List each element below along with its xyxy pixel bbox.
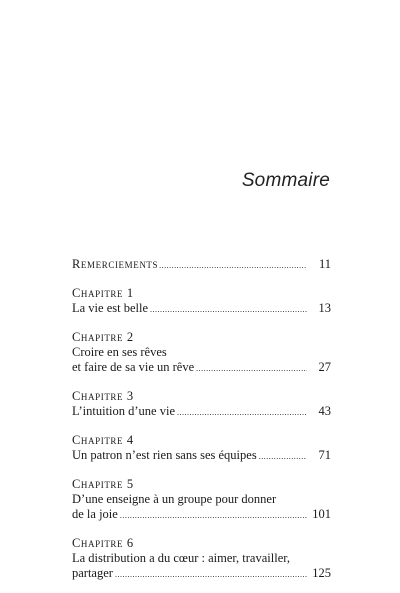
dot-leader (177, 404, 307, 420)
chapter-label: Chapitre 2 (72, 330, 134, 344)
page-number: 101 (312, 507, 331, 521)
toc-entry-chapitre-2[interactable] (72, 330, 331, 376)
chapter-title-line: La distribution a du cœur : aimer, travailler, (72, 551, 291, 565)
page-number: 71 (318, 448, 331, 462)
chapter-title-line: Croire en ses rêves (72, 345, 167, 359)
chapter-title-line: L’intuition d’une vie (72, 404, 175, 418)
page-number: 125 (312, 566, 331, 580)
chapter-label: Chapitre 4 (72, 433, 134, 447)
page-number: 13 (318, 301, 331, 315)
toc-entry-chapitre-5[interactable] (72, 477, 331, 523)
toc-entry-chapitre-3[interactable] (72, 389, 331, 420)
chapter-title-line: de la joie (72, 507, 118, 521)
dot-leader (115, 566, 307, 582)
page-number: 11 (318, 257, 331, 271)
chapter-label: Chapitre 6 (72, 536, 134, 550)
toc-entry-chapitre-1[interactable] (72, 286, 331, 317)
page-number: 43 (318, 404, 331, 418)
toc-entry-label: Remerciements (72, 257, 159, 271)
chapter-title-line: D’une enseigne à un groupe pour donner (72, 492, 277, 506)
chapter-title-line: partager (72, 566, 113, 580)
page-number: 27 (318, 360, 331, 374)
chapter-title-line: La vie est belle (72, 301, 149, 315)
chapter-label: Chapitre 1 (72, 286, 134, 300)
table-of-contents (72, 257, 331, 582)
toc-entry-chapitre-4[interactable] (72, 433, 331, 464)
toc-entry-remerciements[interactable] (72, 257, 331, 273)
dot-leader (259, 448, 307, 464)
toc-entry-chapitre-6[interactable] (72, 536, 331, 582)
dot-leader (196, 360, 307, 376)
dot-leader (120, 507, 307, 523)
chapter-label: Chapitre 5 (72, 477, 134, 491)
page-title: Sommaire (241, 170, 330, 191)
chapter-title-line: et faire de sa vie un rêve (72, 360, 195, 374)
dot-leader (159, 257, 307, 273)
chapter-title-line: Un patron n’est rien sans ses équipes (72, 448, 257, 462)
dot-leader (150, 301, 307, 317)
chapter-label: Chapitre 3 (72, 389, 134, 403)
